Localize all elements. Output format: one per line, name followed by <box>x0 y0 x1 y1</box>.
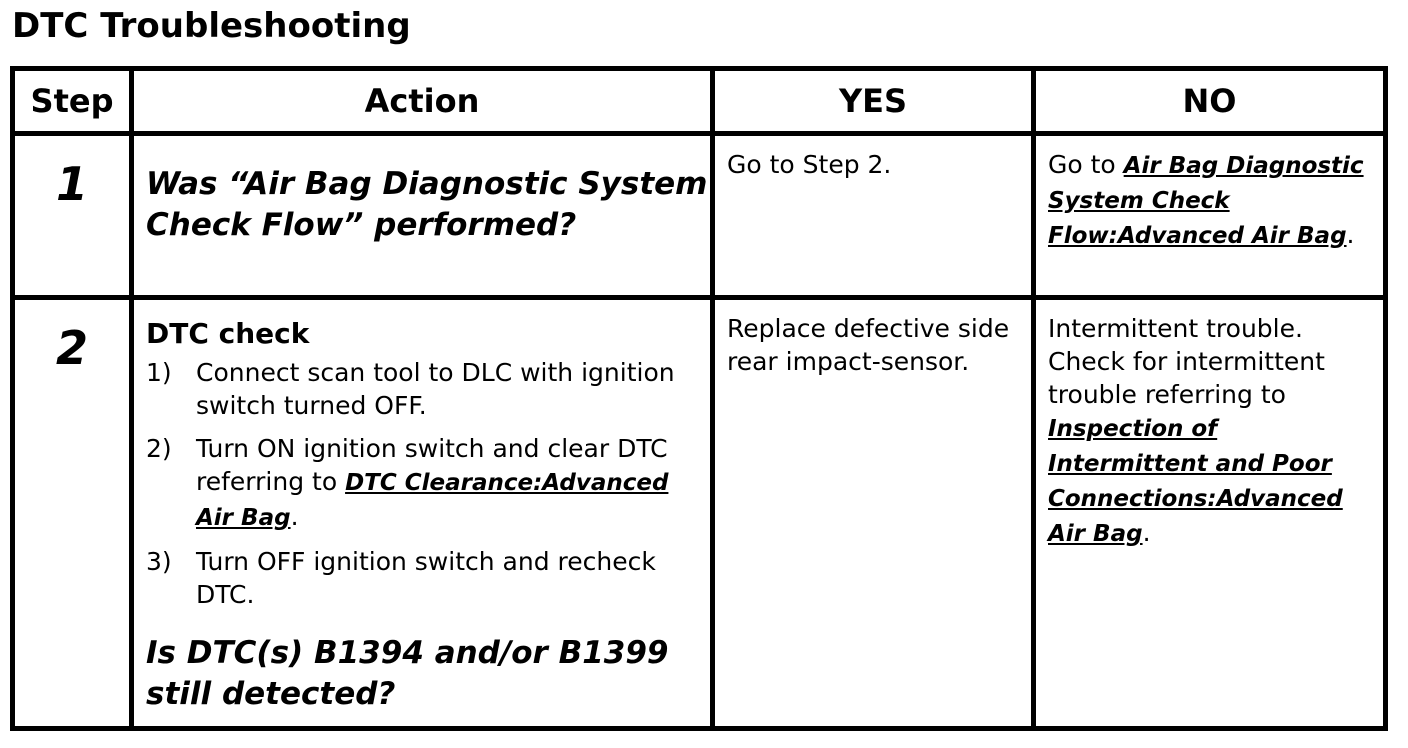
list-item-text-body: Turn ON ignition switch and clear DTC referring to <box>196 434 668 496</box>
page-title: DTC Troubleshooting <box>12 6 411 46</box>
action-heading: DTC check <box>146 317 310 350</box>
yes-text: Go to Step 2. <box>727 150 892 179</box>
no-text-prefix: Intermittent trouble. Check for intermittent trouble referring to <box>1048 314 1325 409</box>
step-cell <box>13 134 132 298</box>
header-no: NO <box>1034 69 1386 134</box>
header-action: Action <box>132 69 713 134</box>
header-step: Step <box>13 69 132 134</box>
yes-text: Replace defective side rear impact-sensor. <box>727 314 1010 376</box>
list-item-number: 1) <box>146 358 172 387</box>
no-cell <box>1034 298 1386 729</box>
no-cell <box>1034 134 1386 298</box>
step-number: 2 <box>55 321 88 375</box>
action-cell <box>132 298 713 729</box>
no-text-prefix: Go to <box>1048 150 1124 179</box>
list-item-number: 2) <box>146 434 172 463</box>
list-item-text <box>196 432 710 535</box>
intermittent-inspection-link[interactable]: Inspection of Intermittent and Poor Connections:Advanced Air Bag <box>1048 416 1343 547</box>
air-bag-check-flow-link[interactable]: Air Bag Diagnostic System Check Flow:Advanced Air Bag <box>1048 153 1364 249</box>
list-item <box>146 545 710 611</box>
no-text-suffix: . <box>1346 220 1355 249</box>
table-header-row <box>13 69 1386 134</box>
list-item-number: 3) <box>146 547 172 576</box>
no-text <box>1036 136 1383 253</box>
action-question: Was “Air Bag Diagnostic System Check Flow” performed? <box>146 166 708 243</box>
yes-cell <box>713 134 1034 298</box>
table-row <box>13 298 1386 729</box>
table-row <box>13 134 1386 298</box>
list-item <box>146 432 710 535</box>
troubleshooting-table <box>10 66 1388 731</box>
step-number: 1 <box>55 157 88 211</box>
yes-cell <box>713 298 1034 729</box>
action-cell <box>132 134 713 298</box>
no-text <box>1036 300 1383 551</box>
dtc-clearance-link[interactable]: DTC Clearance:Advanced Air Bag <box>196 470 669 531</box>
no-text-suffix: . <box>1142 518 1151 547</box>
header-yes: YES <box>713 69 1034 134</box>
list-item-text-suffix: . <box>290 502 299 531</box>
list-item-text: Connect scan tool to DLC with ignition switch turned OFF. <box>196 358 675 420</box>
step-cell <box>13 298 132 729</box>
list-item-text: Turn OFF ignition switch and recheck DTC. <box>196 547 656 609</box>
action-question: Is DTC(s) B1394 and/or B1399 still detected? <box>146 635 669 712</box>
list-item <box>146 356 710 422</box>
action-steps-list <box>134 356 710 611</box>
